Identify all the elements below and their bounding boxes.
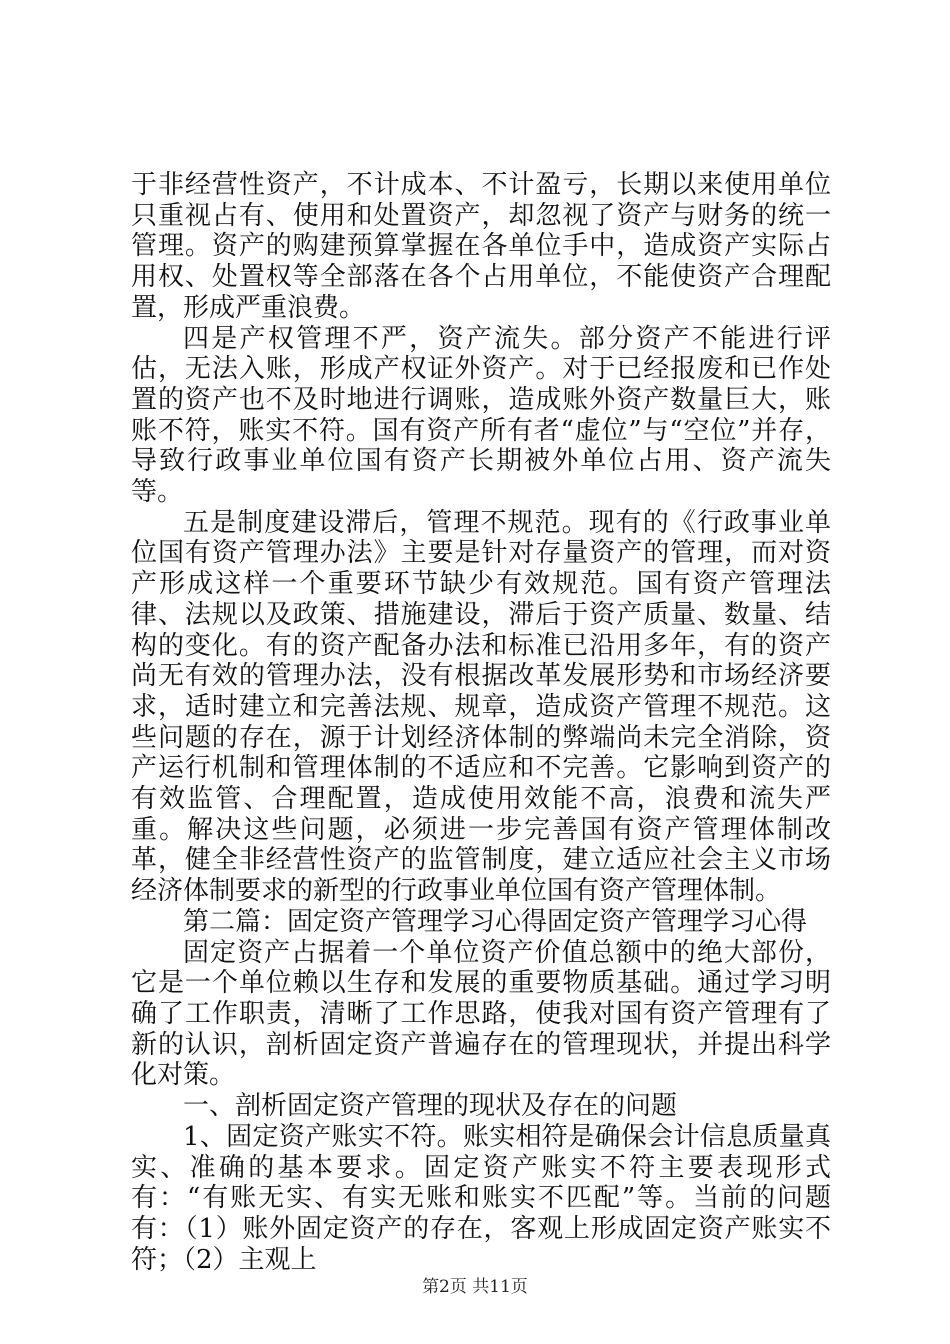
- paragraph-mismatch: 1、固定资产账实不符。账实相符是确保会计信息质量真实、准确的基本要求。固定资产账实不符主要表现形式有：“有账无实、有实无账和账实不匹配”等。当前的问题有：（1）账外固定资产的存在，客观上形成固定资产账实不符；（2）主观上: [131, 1121, 831, 1275]
- paragraph-continuation: 于非经营性资产，不计成本、不计盈亏，长期以来使用单位只重视占有、使用和处置资产，却忽视了资产与财务的统一管理。资产的购建预算掌握在各单位手中，造成资产实际占用权、处置权等全部落在各个占用单位，不能使资产合理配置，形成严重浪费。: [131, 170, 831, 323]
- subsection-heading: 一、剖析固定资产管理的现状及存在的问题: [183, 1091, 678, 1122]
- paragraph-intro: 固定资产占据着一个单位资产价值总额中的绝大部份，它是一个单位赖以生存和发展的重要物质基础。通过学习明确了工作职责，清晰了工作思路，使我对国有资产管理有了新的认识，剖析固定资产普遍存在的管理现状，并提出科学化对策。: [131, 937, 831, 1091]
- document-body: [131, 170, 831, 1275]
- section-heading: 第二篇：固定资产管理学习心得固定资产管理学习心得: [183, 906, 808, 937]
- paragraph-institutional-lag: 五是制度建设滞后，管理不规范。现有的《行政事业单位国有资产管理办法》主要是针对存量资产的管理，而对资产形成这样一个重要环节缺少有效规范。国有资产管理法律、法规以及政策、措施建设，滞后于资产质量、数量、结构的变化。有的资产配备办法和标准已沿用多年，有的资产尚无有效的管理办法，没有根据改革发展形势和市场经济要求，适时建立和完善法规、规章，造成资产管理不规范。这些问题的存在，源于计划经济体制的弊端尚未完全消除，资产运行机制和管理体制的不适应和不完善。它影响到资产的有效监管、合理配置，造成使用效能不高，浪费和流失严重。解决这些问题，必须进一步完善国有资产管理体制改革，健全非经营性资产的监管制度，建立适应社会主义市场经济体制要求的新型的行政事业单位国有资产管理体制。: [131, 507, 831, 907]
- page-footer: 第2页 共11页: [422, 1277, 528, 1297]
- paragraph-property-rights: 四是产权管理不严，资产流失。部分资产不能进行评估，无法入账，形成产权证外资产。对于已经报废和已作处置的资产也不及时地进行调账，造成账外资产数量巨大，账账不符，账实不符。国有资产所有者“虚位”与“空位”并存，导致行政事业单位国有资产长期被外单位占用、资产流失等。: [131, 323, 831, 508]
